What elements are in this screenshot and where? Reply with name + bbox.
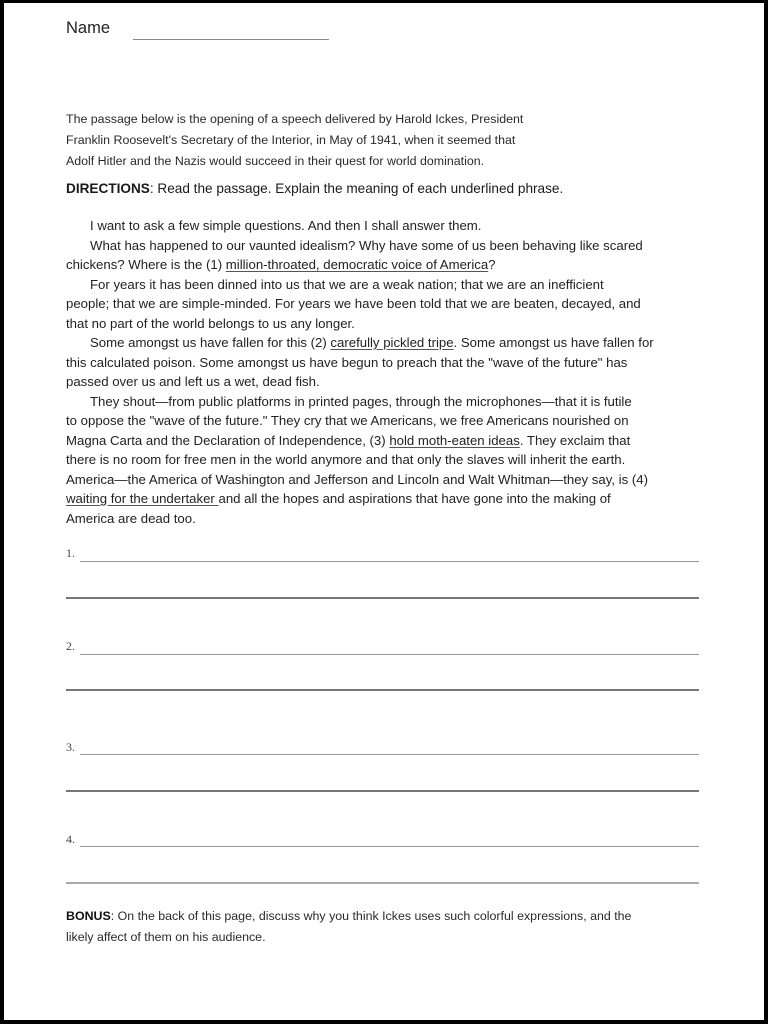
question-number: 4. xyxy=(66,832,75,846)
worksheet-page xyxy=(4,3,764,1020)
question-number: 1. xyxy=(66,546,75,560)
answer-line-4a[interactable] xyxy=(80,846,699,847)
intro-line: The passage below is the opening of a speech delivered by Harold Ickes, President xyxy=(66,112,524,126)
passage-line xyxy=(66,333,716,353)
speech-passage xyxy=(66,216,716,528)
passage-text: chickens? Where is the (1) xyxy=(66,257,226,272)
bonus-line xyxy=(66,906,706,927)
passage-line: that no part of the world belongs to us any longer. xyxy=(66,315,355,331)
underlined-phrase-3: hold moth-eaten ideas xyxy=(389,432,520,448)
passage-line: America are dead too. xyxy=(66,510,196,526)
passage-text: . They exclaim that xyxy=(519,432,631,448)
intro-line: Franklin Roosevelt's Secretary of the Interior, in May of 1941, when it seemed that xyxy=(66,133,516,147)
name-field-line[interactable] xyxy=(133,39,329,40)
bonus-prompt xyxy=(66,906,706,948)
passage-line xyxy=(66,431,716,451)
bonus-text: : On the back of this page, discuss why you think Ickes uses such colorful expressions, and the xyxy=(110,909,632,923)
underlined-phrase-1: million-throated, democratic voice of America xyxy=(225,257,489,272)
passage-line: passed over us and left us a wet, dead fish. xyxy=(66,374,320,389)
passage-text: and all the hopes and aspirations that have gone into the making of xyxy=(218,491,611,506)
answer-line-3a[interactable] xyxy=(80,754,699,755)
question-number: 3. xyxy=(66,740,75,754)
passage-line: What has happened to our vaunted idealism? Why have some of us been behaving like scared xyxy=(90,237,643,253)
passage-text: Magna Carta and the Declaration of Independence, (3) xyxy=(66,432,390,448)
passage-line: to oppose the "wave of the future." They cry that we Americans, we free Americans nourished on xyxy=(66,413,629,428)
passage-line: America—the America of Washington and Jefferson and Lincoln and Walt Whitman—they say, is (4) xyxy=(66,471,648,487)
question-number: 2. xyxy=(66,639,75,653)
passage-text: ? xyxy=(488,257,496,272)
answer-line-2a[interactable] xyxy=(80,654,699,655)
passage-text: Some amongst us have fallen for this (2) xyxy=(90,335,331,350)
passage-text: . Some amongst us have fallen for xyxy=(453,335,654,350)
passage-line: people; that we are simple-minded. For years we have been told that we are beaten, decayed, and xyxy=(66,296,641,311)
answer-line-1a[interactable] xyxy=(80,561,699,562)
passage-line: For years it has been dinned into us that we are a weak nation; that we are an inefficient xyxy=(90,276,604,292)
intro-paragraph xyxy=(66,109,646,172)
passage-line xyxy=(66,255,716,275)
answer-line-1b[interactable] xyxy=(66,597,699,599)
passage-line xyxy=(66,489,716,509)
bonus-line: likely affect of them on his audience. xyxy=(66,930,266,944)
name-label: Name xyxy=(66,19,111,37)
intro-line: Adolf Hitler and the Nazis would succeed in their quest for world domination. xyxy=(66,154,485,168)
answer-line-2b[interactable] xyxy=(66,689,699,691)
underlined-phrase-4: waiting for the undertaker xyxy=(66,491,219,506)
passage-line: there is no room for free men in the world anymore and that only the slaves will inherit the earth. xyxy=(66,452,626,467)
passage-line: this calculated poison. Some amongst us have begun to preach that the "wave of the future" has xyxy=(66,354,628,370)
directions-label: DIRECTIONS xyxy=(66,181,150,196)
passage-line: They shout—from public platforms in printed pages, through the microphones—that it is futile xyxy=(90,393,632,409)
answer-line-3b[interactable] xyxy=(66,790,699,792)
underlined-phrase-2: carefully pickled tripe xyxy=(330,335,454,350)
bonus-label: BONUS xyxy=(66,909,111,923)
directions xyxy=(66,181,563,196)
passage-line: I want to ask a few simple questions. And then I shall answer them. xyxy=(90,218,482,233)
directions-text: : Read the passage. Explain the meaning of each underlined phrase. xyxy=(149,181,564,196)
answer-line-4b[interactable] xyxy=(66,882,699,884)
